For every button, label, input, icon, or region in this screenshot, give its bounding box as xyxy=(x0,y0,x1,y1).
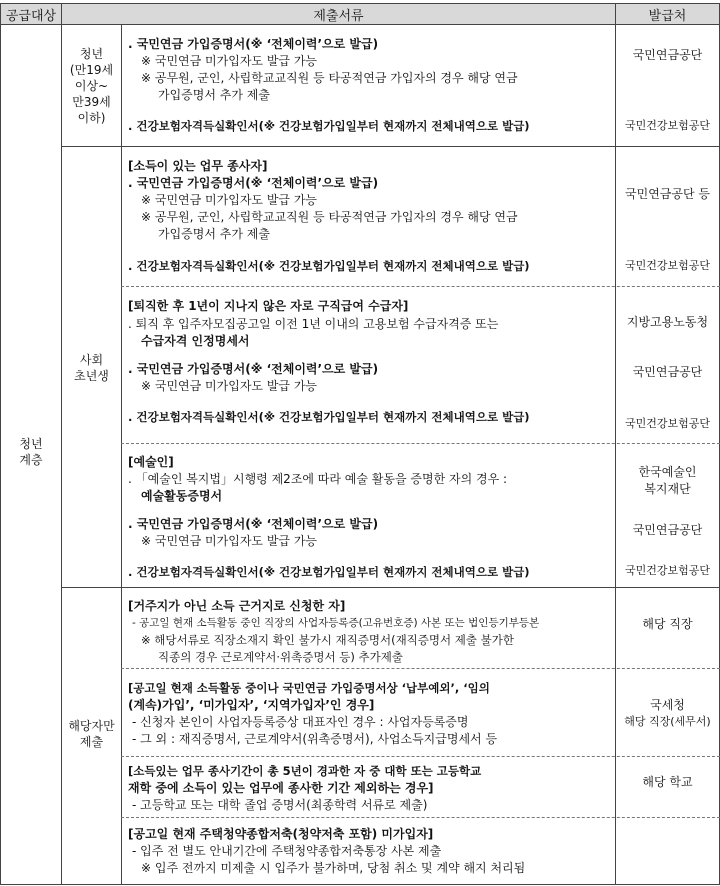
issuer-label: 해당 직장 xyxy=(642,617,693,631)
doc-line: 가입증명서 추가 제출 xyxy=(158,88,270,102)
header-documents xyxy=(61,3,616,25)
doc-line: - 신청자 본인이 사업자등록증상 대표자인 경우 : 사업자등록증명 xyxy=(132,715,469,729)
doc-line: 직종의 경우 근로계약서·위촉증명서 등) 추가제출 xyxy=(158,650,403,664)
issuer-label: 국민건강보험공단 xyxy=(624,119,710,132)
doc-line: . 건강보험자격득실확인서(※ 건강보험가입일부터 현재까지 전체내역으로 발급) xyxy=(128,119,530,133)
sub2-label xyxy=(62,352,121,384)
doc-line: ※ 공무원, 군인, 사립학교교직원 등 타공적연금 가입자의 경우 해당 연금 xyxy=(141,210,518,224)
doc-line: 가입증명서 추가 제출 xyxy=(158,227,270,241)
doc-line: (계속)가입’, ‘미가입자’, ‘지역가입자’인 경우] xyxy=(128,698,375,712)
table-divider-issuer xyxy=(615,24,616,884)
block-divider-1 xyxy=(121,286,720,287)
issuer-label: 국민건강보험공단 xyxy=(624,417,710,430)
doc-line: ※ 국민연금 미가입자도 발급 가능 xyxy=(141,54,318,68)
doc-line: - 입주 전 별도 안내기간에 주택청약종합저축통장 사본 제출 xyxy=(132,844,442,858)
block-divider-4 xyxy=(121,756,720,757)
group-label xyxy=(1,436,61,468)
sub3-label xyxy=(62,718,121,750)
doc-line: . 건강보험자격득실확인서(※ 건강보험가입일부터 현재까지 전체내역으로 발급) xyxy=(128,410,530,424)
doc-line: ※ 국민연금 미가입자도 발급 가능 xyxy=(141,379,318,393)
header-target-label: 공급대상 xyxy=(5,8,57,24)
issuer-label: 한국예술인 xyxy=(638,465,697,479)
issuer-label: 국민건강보험공단 xyxy=(624,564,710,577)
doc-line: . 퇴직 후 입주자모집공고일 이전 1년 이내의 고용보험 수급자격증 또는 xyxy=(128,317,499,331)
issuer-label: 지방고용노동청 xyxy=(626,315,709,329)
doc-line: ※ 국민연금 미가입자도 발급 가능 xyxy=(141,193,318,207)
doc-line: ※ 공무원, 군인, 사립학교교직원 등 타공적연금 가입자의 경우 해당 연금 xyxy=(141,71,518,85)
doc-line: 예술활동증명서 xyxy=(141,489,223,503)
header-issuer xyxy=(615,3,720,25)
row-divider-1 xyxy=(61,146,720,147)
doc-line: [예술인] xyxy=(128,455,174,469)
sub3-label-line: 해당자만 xyxy=(68,719,115,733)
doc-line: - 공고일 현재 소득활동 중인 직장의 사업자등록증(고유번호증) 사본 또는 법인등기부등본 xyxy=(132,617,540,629)
sub1-label-line: 청년 xyxy=(79,47,104,61)
doc-line: . 국민연금 가입증명서(※ ‘전체이력’으로 발급) xyxy=(128,362,379,376)
doc-line: [소득있는 업무 종사기간이 총 5년이 경과한 자 중 대학 또는 고등학교 xyxy=(128,764,482,778)
doc-line: [퇴직한 후 1년이 지나지 않은 자로 구직급여 수급자] xyxy=(128,299,409,313)
table-divider-sub xyxy=(121,24,122,884)
issuer-label: 국민건강보험공단 xyxy=(624,259,710,272)
issuer-label: 국민연금공단 등 xyxy=(625,187,710,201)
issuer-label: 국민연금공단 xyxy=(632,365,703,379)
doc-line: [거주지가 아닌 소득 근거지로 신청한 자] xyxy=(128,599,346,613)
doc-line: - 그 외 : 재직증명서, 근로계약서(위촉증명서), 사업소득지급명세서 등 xyxy=(132,732,498,746)
issuer-label: 해당 직장(세무서) xyxy=(624,715,711,728)
header-target xyxy=(0,3,62,25)
doc-line: - 고등학교 또는 대학 졸업 증명서(최종학력 서류로 제출) xyxy=(132,798,428,812)
header-documents-label: 제출서류 xyxy=(313,8,364,24)
row-divider-2 xyxy=(61,587,720,588)
doc-line: . 건강보험자격득실확인서(※ 건강보험가입일부터 현재까지 전체내역으로 발급) xyxy=(128,565,530,579)
doc-line: . 국민연금 가입증명서(※ ‘전체이력’으로 발급) xyxy=(128,176,379,190)
issuer-label: 국민연금공단 xyxy=(632,523,703,537)
doc-line: ※ 입주 전까지 미제출 시 입주가 불가하며, 당첨 취소 및 계약 해지 처리됨 xyxy=(141,861,526,875)
sub3-label-line: 제출 xyxy=(79,735,104,749)
doc-line: [소득이 있는 업무 종사자] xyxy=(128,159,268,173)
issuer-label: 복지재단 xyxy=(644,482,691,496)
sub1-label-line: 이하) xyxy=(77,111,106,125)
doc-line: [공고일 현재 주택청약종합저축(청약저축 포함) 미가입자] xyxy=(128,827,434,841)
sub1-label-line: (만19세 xyxy=(69,63,114,77)
doc-line: . 건강보험자격득실확인서(※ 건강보험가입일부터 현재까지 전체내역으로 발급) xyxy=(128,259,530,273)
group-label-line1: 청년 xyxy=(19,437,43,451)
header-issuer-label: 발급처 xyxy=(648,8,687,24)
table-divider-group xyxy=(61,24,62,884)
doc-line: 재학 중에 소득이 있는 업무에 종사한 기간 제외하는 경우] xyxy=(128,781,434,795)
block-divider-5 xyxy=(121,817,720,818)
block-divider-3 xyxy=(121,668,720,669)
issuer-label: 국세청 xyxy=(650,698,685,712)
sub2-label-line: 초년생 xyxy=(74,369,109,383)
doc-line: . 국민연금 가입증명서(※ ‘전체이력’으로 발급) xyxy=(128,37,379,51)
doc-line: ※ 해당서류로 직장소재지 확인 불가시 재직증명서(재직증명서 제출 불가한 xyxy=(141,633,514,647)
sub1-label xyxy=(62,46,121,126)
doc-line: ※ 국민연금 미가입자도 발급 가능 xyxy=(141,534,318,548)
doc-line: . 국민연금 가입증명서(※ ‘전체이력’으로 발급) xyxy=(128,517,379,531)
sub1-label-line: 이상~ xyxy=(74,79,109,93)
doc-line: 수급자격 인정명세서 xyxy=(141,334,250,348)
sub1-label-line: 만39세 xyxy=(72,95,111,109)
doc-line: [공고일 현재 소득활동 중이나 국민연금 가입증명서상 ‘납부예외’, ‘임의 xyxy=(128,681,490,695)
table-border-bottom xyxy=(0,884,720,885)
issuer-label: 해당 학교 xyxy=(642,775,693,789)
doc-line: . 「예술인 복지법」시행령 제2조에 따라 예술 활동을 증명한 자의 경우 : xyxy=(128,472,508,486)
group-label-line2: 계층 xyxy=(19,453,43,467)
block-divider-2 xyxy=(121,443,720,444)
issuer-label: 국민연금공단 xyxy=(632,48,703,62)
sub2-label-line: 사회 xyxy=(79,353,104,367)
